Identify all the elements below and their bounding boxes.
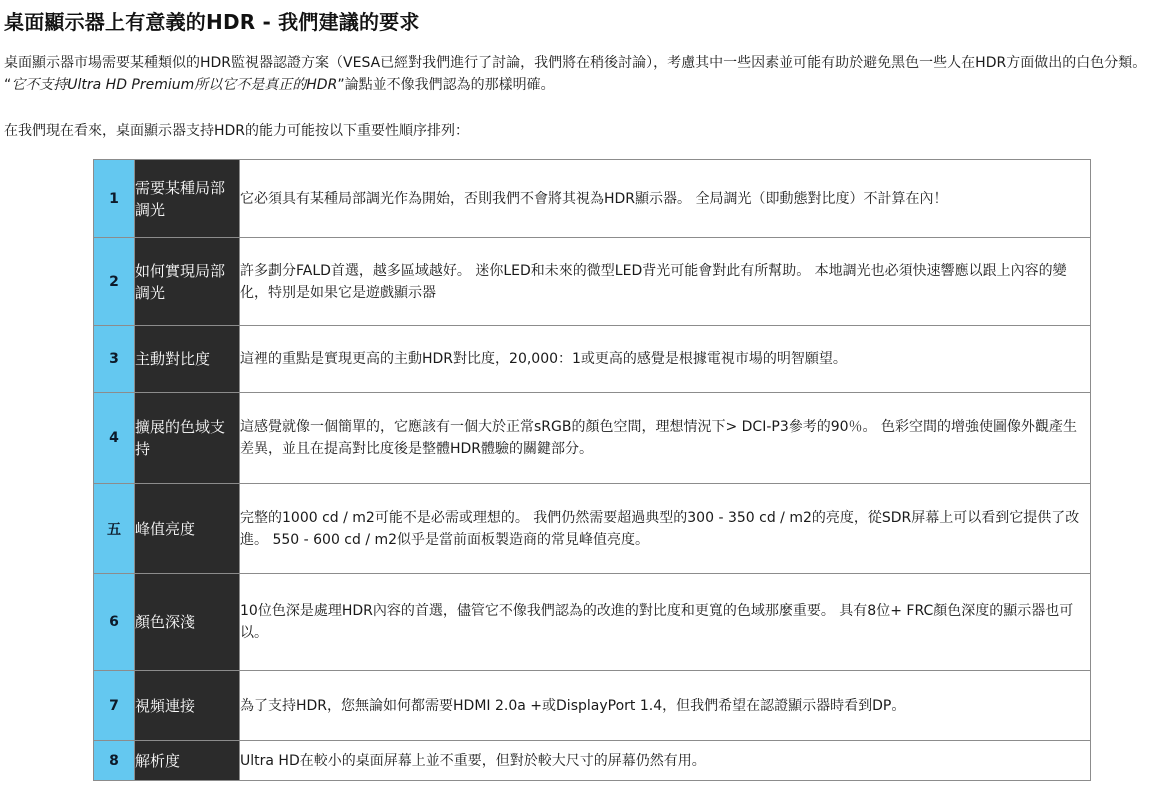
requirement-description: 完整的1000 cd / m2可能不是必需或理想的。 我們仍然需要超過典型的300 - 350 cd / m2的亮度，從SDR屏幕上可以看到它提供了改進。 550 - 600 cd / m2似乎是當前面板製造商的常見峰值亮度。 xyxy=(240,484,1091,574)
page-title: 桌面顯示器上有意義的HDR - 我們建議的要求 xyxy=(4,10,420,34)
requirement-description: 10位色深是處理HDR內容的首選，儘管它不像我們認為的改進的對比度和更寬的色域那麼重要。 具有8位+ FRC顏色深度的顯示器也可以。 xyxy=(240,574,1091,671)
requirement-name: 視頻連接 xyxy=(135,671,240,741)
table-row xyxy=(94,741,1091,781)
intro-quote: 它不支持Ultra HD Premium所以它不是真正的HDR xyxy=(11,77,338,93)
requirement-name: 峰值亮度 xyxy=(135,484,240,574)
intro-text-start: 桌面顯示器市場需要某種類似的HDR監視器認證方案（VESA已經對我們進行了討論，我們將在稍後討論），考慮其中一些因素並可能有助於避免黑色一些人在HDR方面做出的白色分類。 “ xyxy=(4,55,1147,93)
requirement-description: 許多劃分FALD首選，越多區域越好。 迷你LED和未來的微型LED背光可能會對此有所幫助。 本地調光也必須快速響應以跟上內容的變化，特別是如果它是遊戲顯示器 xyxy=(240,238,1091,326)
requirement-name: 主動對比度 xyxy=(135,326,240,393)
table-row xyxy=(94,326,1091,393)
table-row xyxy=(94,574,1091,671)
priority-number: 6 xyxy=(94,574,135,671)
priority-number: 8 xyxy=(94,741,135,781)
requirement-description: 為了支持HDR，您無論如何都需要HDMI 2.0a +或DisplayPort 1.4，但我們希望在認證顯示器時看到DP。 xyxy=(240,671,1091,741)
requirement-name: 解析度 xyxy=(135,741,240,781)
requirement-description: Ultra HD在較小的桌面屏幕上並不重要，但對於較大尺寸的屏幕仍然有用。 xyxy=(240,741,1091,781)
priority-number: 3 xyxy=(94,326,135,393)
requirements-table xyxy=(93,159,1091,781)
priority-number: 4 xyxy=(94,393,135,484)
lead-paragraph: 在我們現在看來，桌面顯示器支持HDR的能力可能按以下重要性順序排列： xyxy=(4,123,470,139)
intro-text-end: ”論點並不像我們認為的那樣明確。 xyxy=(337,77,555,93)
requirement-description: 這感覺就像一個簡單的，它應該有一個大於正常sRGB的顏色空間，理想情況下> DCI-P3參考的90％。 色彩空間的增強使圖像外觀產生差異，並且在提高對比度後是整體HDR體驗的關鍵部分。 xyxy=(240,393,1091,484)
requirement-name: 顏色深淺 xyxy=(135,574,240,671)
table-row xyxy=(94,671,1091,741)
table-row xyxy=(94,238,1091,326)
requirement-description: 它必須具有某種局部調光作為開始，否則我們不會將其視為HDR顯示器。 全局調光（即動態對比度）不計算在內！ xyxy=(240,160,1091,238)
table-row xyxy=(94,160,1091,238)
requirement-description: 這裡的重點是實現更高的主動HDR對比度，20,000：1或更高的感覺是根據電視市場的明智願望。 xyxy=(240,326,1091,393)
requirement-name: 需要某種局部調光 xyxy=(135,160,240,238)
priority-number: 2 xyxy=(94,238,135,326)
requirement-name: 擴展的色域支持 xyxy=(135,393,240,484)
requirement-name: 如何實現局部調光 xyxy=(135,238,240,326)
table-row xyxy=(94,484,1091,574)
table-row xyxy=(94,393,1091,484)
priority-number: 1 xyxy=(94,160,135,238)
priority-number: 五 xyxy=(94,484,135,574)
intro-paragraph xyxy=(4,52,1156,96)
priority-number: 7 xyxy=(94,671,135,741)
